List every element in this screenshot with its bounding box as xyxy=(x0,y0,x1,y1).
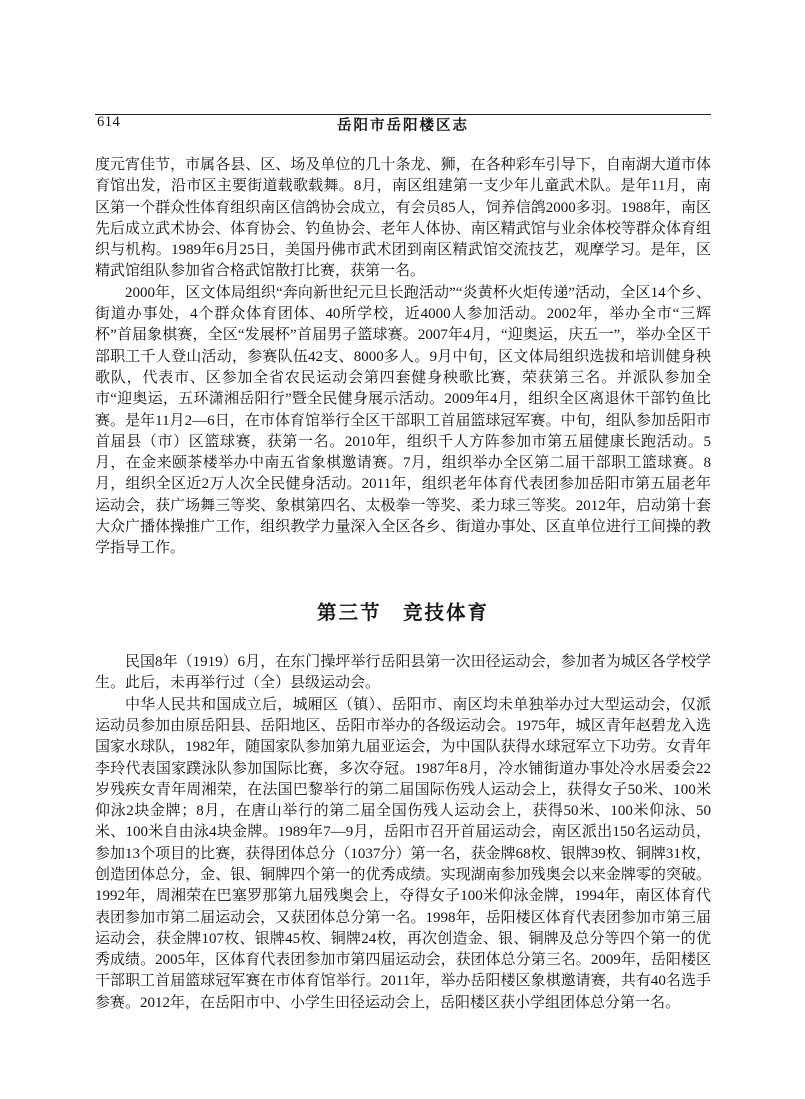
running-text-paragraph: 2000年，区文体局组织“奔向新世纪元旦长跑活动”“炎黄杯火炬传递”活动，全区14个乡、街道办事处，4个群众体育团体、40所学校，近4000人参加活动。2002年，举办全市“三辉杯”首届象棋赛，全区“发展杯”首届男子篮球赛。2007年4月，“迎奥运，庆五一”，举办全区干部职工千人登山活动，参赛队伍42支、8000多人。9月中旬，区文体局组织选拔和培训健身秧歌队，代表市、区参加全省农民运动会第四套健身秧歌比赛，荣获第三名。并派队参加全市“迎奥运，五环潇湘岳阳行”暨全民健身展示活动。2009年4月，组织全区离退休干部钓鱼比赛。是年11月2—6日，在市体育馆举行全区干部职工首届篮球冠军赛。中旬，组队参加岳阳市首届县（市）区篮球赛，获第一名。2010年，组织千人方阵参加市第五届健康长跑活动。5月，在金来颐茶楼举办中南五省象棋邀请赛。7月，组织举办全区第二届干部职工篮球赛。8月，组织全区近2万人次全民健身活动。2011年，组织老年体育代表团参加岳阳市第五届老年运动会，获广场舞三等奖、象棋第四名、太极拳一等奖、柔力球三等奖。2012年，启动第十套大众广播体操推广工作，组织教学力量深入全区各乡、街道办事处、区直单位进行工间操的教学指导工作。 xyxy=(95,284,711,557)
page-number: 614 xyxy=(97,114,121,130)
running-text-paragraph: 中华人民共和国成立后，城厢区（镇）、岳阳市、南区均未单独举办过大型运动会，仅派运动员参加由原岳阳县、岳阳地区、岳阳市举办的各级运动会。1975年，城区青年赵碧龙入选国家水球队，1982年，随国家队参加第九届亚运会，为中国队获得水球冠军立下功劳。女青年李玲代表国家蹼泳队参加国际比赛，多次夺冠。1987年8月，冷水铺街道办事处冷水居委会22岁残疾女青年周湘荣，在法国巴黎举行的第二届国际伤残人运动会上，获得女子50米、100米仰泳2块金牌；8月，在唐山举行的第二届全国伤残人运动会上，获得50米、100米仰泳、50米、100米自由泳4块金牌。1989年7—9月，岳阳市召开首届运动会，南区派出150名运动员，参加13个项目的比赛，获得团体总分（1037分）第一名，获金牌68枚、银牌39枚、铜牌31枚，创造团体总分，金、银、铜牌四个第一的优秀成绩。实现湖南参加残奥会以来金牌零的突破。1992年，周湘荣在巴塞罗那第九届残奥会上，夺得女子100米仰泳金牌，1994年，南区体育代表团参加市第二届运动会，又获团体总分第一名。1998年，岳阳楼区体育代表团参加市第三届运动会，获金牌107枚、银牌45枚、铜牌24枚，再次创造金、银、铜牌及总分等四个第一的优秀成绩。2005年，区体育代表团参加市第四届运动会，获团体总分第三名。2009年，岳阳楼区干部职工首届篮球冠军赛在市体育馆举行。2011年，举办岳阳楼区象棋邀请赛，共有40名选手参赛。2012年，在岳阳市中、小学生田径运动会上，岳阳楼区获小学组团体总分第一名。 xyxy=(95,696,711,1011)
page-content xyxy=(95,90,711,1014)
book-title: 岳阳市岳阳楼区志 xyxy=(337,118,469,134)
section-heading: 第三节 竞技体育 xyxy=(316,601,489,624)
page-header xyxy=(95,114,711,138)
body-text xyxy=(95,155,711,1014)
running-text-paragraph: 度元宵佳节，市属各县、区、场及单位的几十条龙、狮，在各种彩车引导下，自南湖大道市体育馆出发，沿市区主要街道载歌载舞。8月，南区组建第一支少年儿童武术队。是年11月，南区第一个群众性体育组织南区信鸽协会成立，有会员85人，饲养信鸽2000多羽。1988年，南区先后成立武术协会、体育协会、钓鱼协会、老年人体协、南区精武馆与业余体校等群众体育组织与机构。1989年6月25日，美国丹佛市武术团到南区精武馆交流技艺，观摩学习。是年，区精武馆组队参加省合格武馆散打比赛，获第一名。 xyxy=(95,157,711,280)
running-text-paragraph: 民国8年（1919）6月，在东门操坪举行岳阳县第一次田径运动会，参加者为城区各学校学生。此后，未再举行过（全）县级运动会。 xyxy=(95,654,711,692)
